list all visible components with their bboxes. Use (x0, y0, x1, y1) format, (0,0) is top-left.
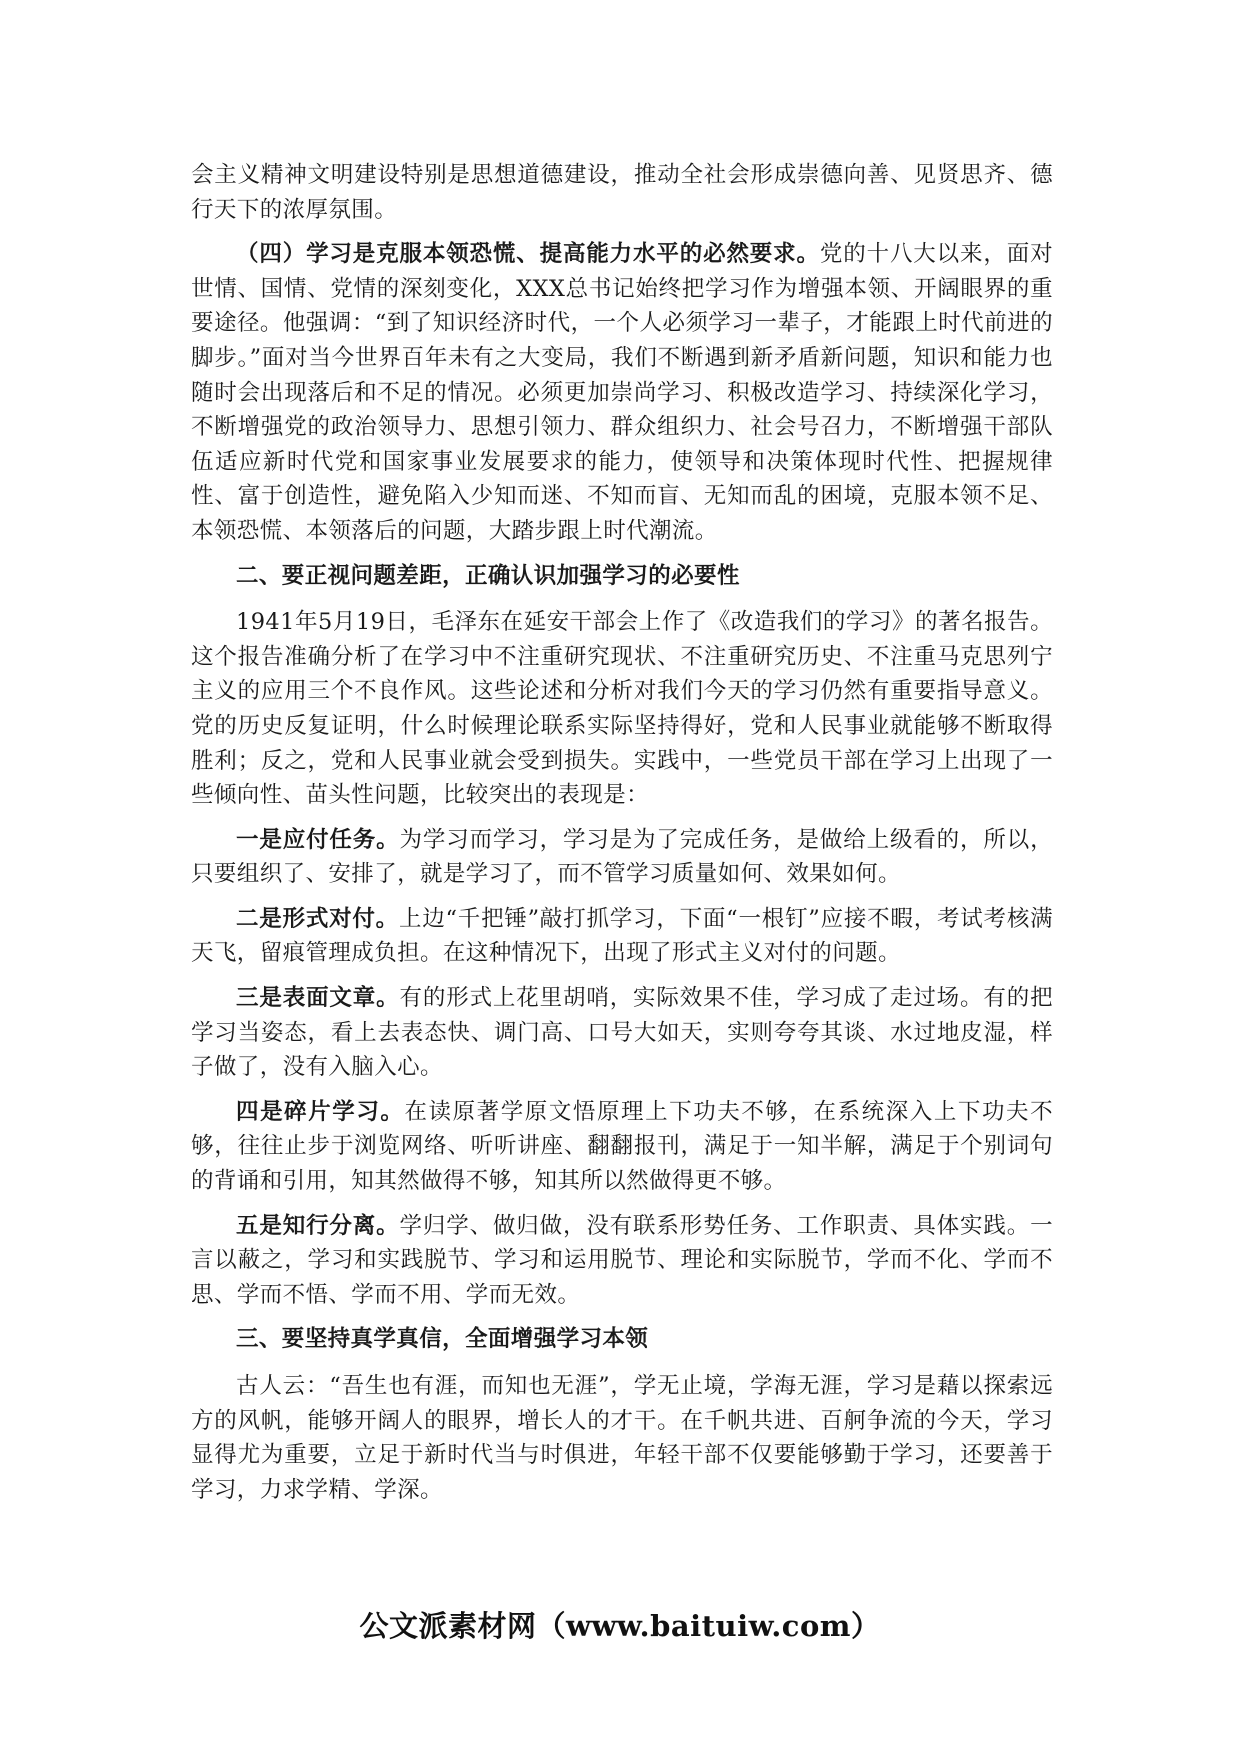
paragraph-intro: 会主义精神文明建设特别是思想道德建设，推动全社会形成崇德向善、见贤思齐、德行天下的浓厚氛围。 (191, 162, 1053, 223)
paragraph-section-4-body: 党的十八大以来，面对世情、国情、党情的深刻变化，XXX总书记始终把学习作为增强本领、开阔眼界的重要途径。他强调：“到了知识经济时代，一个人必须学习一辈子，才能跟上时代前进的脚步。”面对当今世界百年未有之大变局，我们不断遇到新矛盾新问题，知识和能力也随时会出现落后和不足的情况。必须更加崇尚学习、积极改造学习、持续深化学习，不断增强党的政治领导力、思想引领力、群众组织力、社会号召力，不断增强干部队伍适应新时代党和国家事业发展要求的能力，使领导和决策体现时代性、把握规律性、富于创造性，避免陷入少知而迷、不知而盲、无知而乱的困境，克服本领不足、本领恐慌、本领落后的问题，大踏步跟上时代潮流。 (191, 241, 1053, 544)
document-body (191, 158, 1053, 1517)
list-item-1-lead: 一是应付任务。 (236, 826, 400, 853)
list-item-4 (191, 1095, 1053, 1199)
paragraph-section-4-lead: （四）学习是克服本领恐慌、提高能力水平的必然要求。 (236, 241, 820, 268)
paragraph-section-4 (191, 237, 1053, 548)
list-item-5-body: 学归学、做归做，没有联系形势任务、工作职责、具体实践。一言以蔽之，学习和实践脱节、学习和运用脱节、理论和实际脱节，学而不化、学而不思、学而不悟、学而不用、学而无效。 (191, 1212, 1053, 1308)
list-item-4-lead: 四是碎片学习。 (236, 1098, 405, 1125)
list-item-2-lead: 二是形式对付。 (236, 905, 399, 932)
paragraph-ancient-saying: 古人云：“吾生也有涯，而知也无涯”，学无止境，学海无涯，学习是藉以探索远方的风帆，能够开阔人的眼界，增长人的才干。在千帆共进、百舸争流的今天，学习显得尤为重要，立足于新时代当与时俱进，年轻干部不仅要能够勤于学习，还要善于学习，力求学精、学深。 (191, 1373, 1053, 1503)
list-item-5 (191, 1209, 1053, 1313)
list-item-2-body: 上边“千把锤”敲打抓学习，下面“一根钉”应接不暇，考试考核满天飞，留痕管理成负担。在这种情况下，出现了形式主义对付的问题。 (191, 905, 1053, 967)
paragraph-1941-report: 1941年5月19日，毛泽东在延安干部会上作了《改造我们的学习》的著名报告。这个报告准确分析了在学习中不注重研究现状、不注重研究历史、不注重马克思列宁主义的应用三个不良作风。这些论述和分析对我们今天的学习仍然有重要指导意义。党的历史反复证明，什么时候理论联系实际坚持得好，党和人民事业就能够不断取得胜利；反之，党和人民事业就会受到损失。实践中，一些党员干部在学习上出现了一些倾向性、苗头性问题，比较突出的表现是： (191, 609, 1053, 809)
section-heading-3: 三、要坚持真学真信，全面增强学习本领 (236, 1326, 649, 1353)
list-item-1 (191, 823, 1053, 892)
list-item-5-lead: 五是知行分离。 (236, 1212, 400, 1239)
list-item-3 (191, 981, 1053, 1085)
list-item-1-body: 为学习而学习，学习是为了完成任务，是做给上级看的，所以，只要组织了、安排了，就是学习了，而不管学习质量如何、效果如何。 (191, 826, 1053, 888)
list-item-3-lead: 三是表面文章。 (236, 985, 400, 1012)
section-heading-2: 二、要正视问题差距，正确认识加强学习的必要性 (236, 562, 740, 589)
footer-watermark: 公文派素材网（www.baituiw.com） (359, 1609, 881, 1643)
list-item-3-body: 有的形式上花里胡哨，实际效果不佳，学习成了走过场。有的把学习当姿态，看上去表态快、调门高、口号大如天，实则夸夸其谈、水过地皮湿，样子做了，没有入脑入心。 (191, 985, 1053, 1081)
list-item-2 (191, 902, 1053, 971)
list-item-4-body: 在读原著学原文悟原理上下功夫不够，在系统深入上下功夫不够，往往止步于浏览网络、听听讲座、翻翻报刊，满足于一知半解，满足于个别词句的背诵和引用，知其然做得不够，知其所以然做得更不够。 (191, 1098, 1053, 1195)
